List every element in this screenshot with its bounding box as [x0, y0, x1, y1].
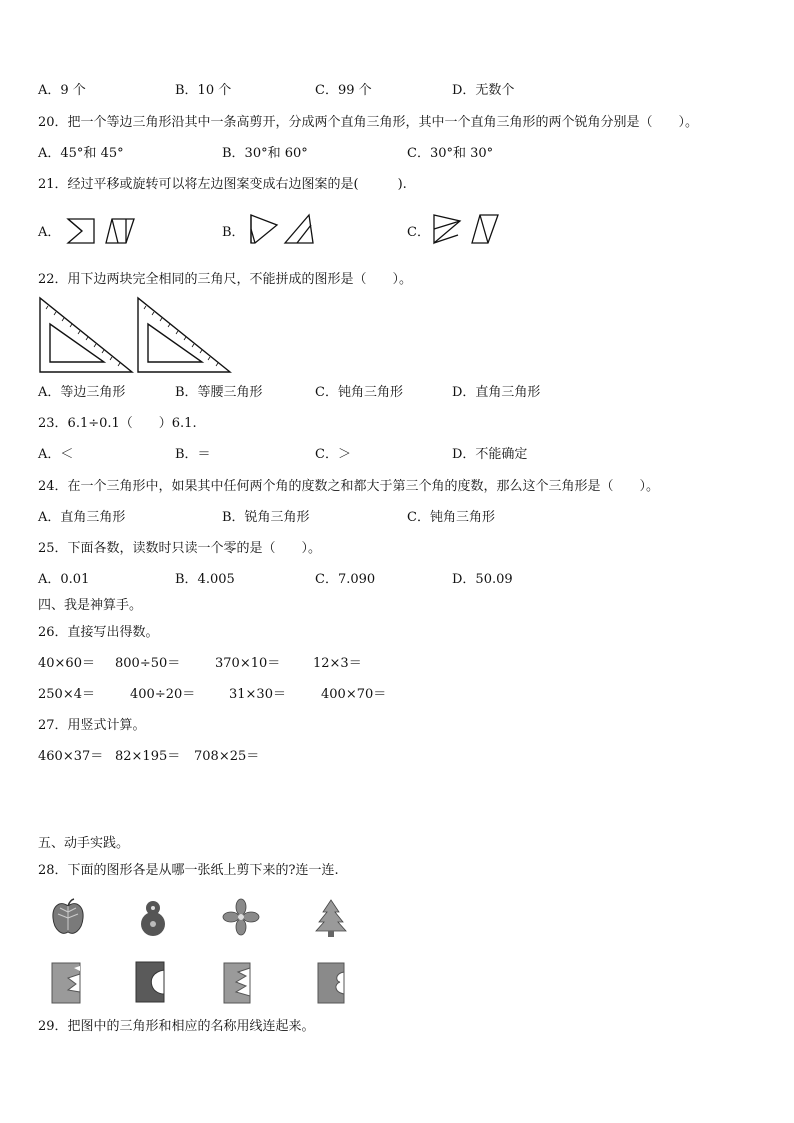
q19-option-b[interactable]: B．10 个	[175, 83, 232, 98]
q28-question: 28．下面的图形各是从哪一张纸上剪下来的?连一连.	[38, 863, 339, 878]
q21-option-b-figure	[249, 213, 321, 245]
q27-item: 82×195＝	[115, 749, 181, 764]
q25-option-a[interactable]: A．0.01	[38, 572, 90, 587]
q22-option-c[interactable]: C．钝角三角形	[315, 385, 403, 400]
q21-option-c[interactable]: C．	[407, 225, 430, 240]
q26-item: 370×10＝	[215, 656, 281, 671]
q20-option-b[interactable]: B．30°和 60°	[222, 146, 308, 161]
q27-item: 460×37＝	[38, 749, 104, 764]
cutout-paper-3-icon	[222, 962, 254, 1004]
q29-question: 29．把图中的三角形和相应的名称用线连起来。	[38, 1019, 315, 1034]
q20-question: 20．把一个等边三角形沿其中一条高剪开，分成两个直角三角形，其中一个直角三角形的两个锐角分别是（ ）。	[38, 115, 699, 130]
q19-option-d[interactable]: D．无数个	[452, 83, 515, 98]
q23-option-a[interactable]: A．＜	[38, 447, 74, 462]
q21-option-b[interactable]: B．	[222, 225, 245, 240]
q25-option-b[interactable]: B．4.005	[175, 572, 235, 587]
q22-option-a[interactable]: A．等边三角形	[38, 385, 126, 400]
q21-option-a[interactable]: A．	[38, 225, 61, 240]
cutout-paper-4-icon	[316, 962, 348, 1004]
q26-item: 400÷20＝	[130, 687, 196, 702]
flower-shape-icon	[223, 898, 259, 936]
q26-item: 12×3＝	[313, 656, 362, 671]
q24-option-b[interactable]: B．锐角三角形	[222, 510, 310, 525]
q23-question: 23．6.1÷0.1（ ）6.1.	[38, 416, 197, 431]
cutout-paper-2-icon	[134, 960, 168, 1004]
section-4-heading: 四、我是神算手。	[38, 598, 143, 613]
q21-option-a-figure	[66, 215, 138, 245]
q26-item: 31×30＝	[229, 687, 286, 702]
q23-option-b[interactable]: B．＝	[175, 447, 211, 462]
q19-option-c[interactable]: C．99 个	[315, 83, 372, 98]
q24-option-c[interactable]: C．钝角三角形	[407, 510, 495, 525]
gourd-shape-icon	[138, 898, 168, 938]
q22-option-d[interactable]: D．直角三角形	[452, 385, 541, 400]
q25-question: 25．下面各数，读数时只读一个零的是（ ）。	[38, 541, 322, 556]
apple-shape-icon	[50, 898, 86, 938]
q26-item: 40×60＝	[38, 656, 95, 671]
q19-option-a[interactable]: A．9 个	[38, 83, 86, 98]
q26-question: 26．直接写出得数。	[38, 625, 159, 640]
tree-shape-icon	[315, 898, 347, 938]
q20-option-a[interactable]: A．45°和 45°	[38, 146, 124, 161]
q26-item: 400×70＝	[321, 687, 387, 702]
section-5-heading: 五、动手实践。	[38, 836, 130, 851]
q22-question: 22．用下边两块完全相同的三角尺，不能拼成的图形是（ ）。	[38, 272, 413, 287]
q20-option-c[interactable]: C．30°和 30°	[407, 146, 494, 161]
q27-question: 27．用竖式计算。	[38, 718, 146, 733]
q25-option-c[interactable]: C．7.090	[315, 572, 376, 587]
q25-option-d[interactable]: D．50.09	[452, 572, 513, 587]
cutout-paper-1-icon	[50, 962, 84, 1004]
q23-option-d[interactable]: D．不能确定	[452, 447, 528, 462]
q24-option-a[interactable]: A．直角三角形	[38, 510, 126, 525]
q26-item: 250×4＝	[38, 687, 95, 702]
q22-option-b[interactable]: B．等腰三角形	[175, 385, 263, 400]
q24-question: 24．在一个三角形中，如果其中任何两个角的度数之和都大于第三个角的度数，那么这个三角形是（ ）。	[38, 479, 660, 494]
q23-option-c[interactable]: C．＞	[315, 447, 351, 462]
q26-item: 800÷50＝	[115, 656, 181, 671]
q21-question: 21．经过平移或旋转可以将左边图案变成右边图案的是( ).	[38, 177, 407, 192]
q27-item: 708×25＝	[194, 749, 260, 764]
q21-option-c-figure	[432, 213, 504, 245]
set-square-figures	[38, 296, 234, 374]
